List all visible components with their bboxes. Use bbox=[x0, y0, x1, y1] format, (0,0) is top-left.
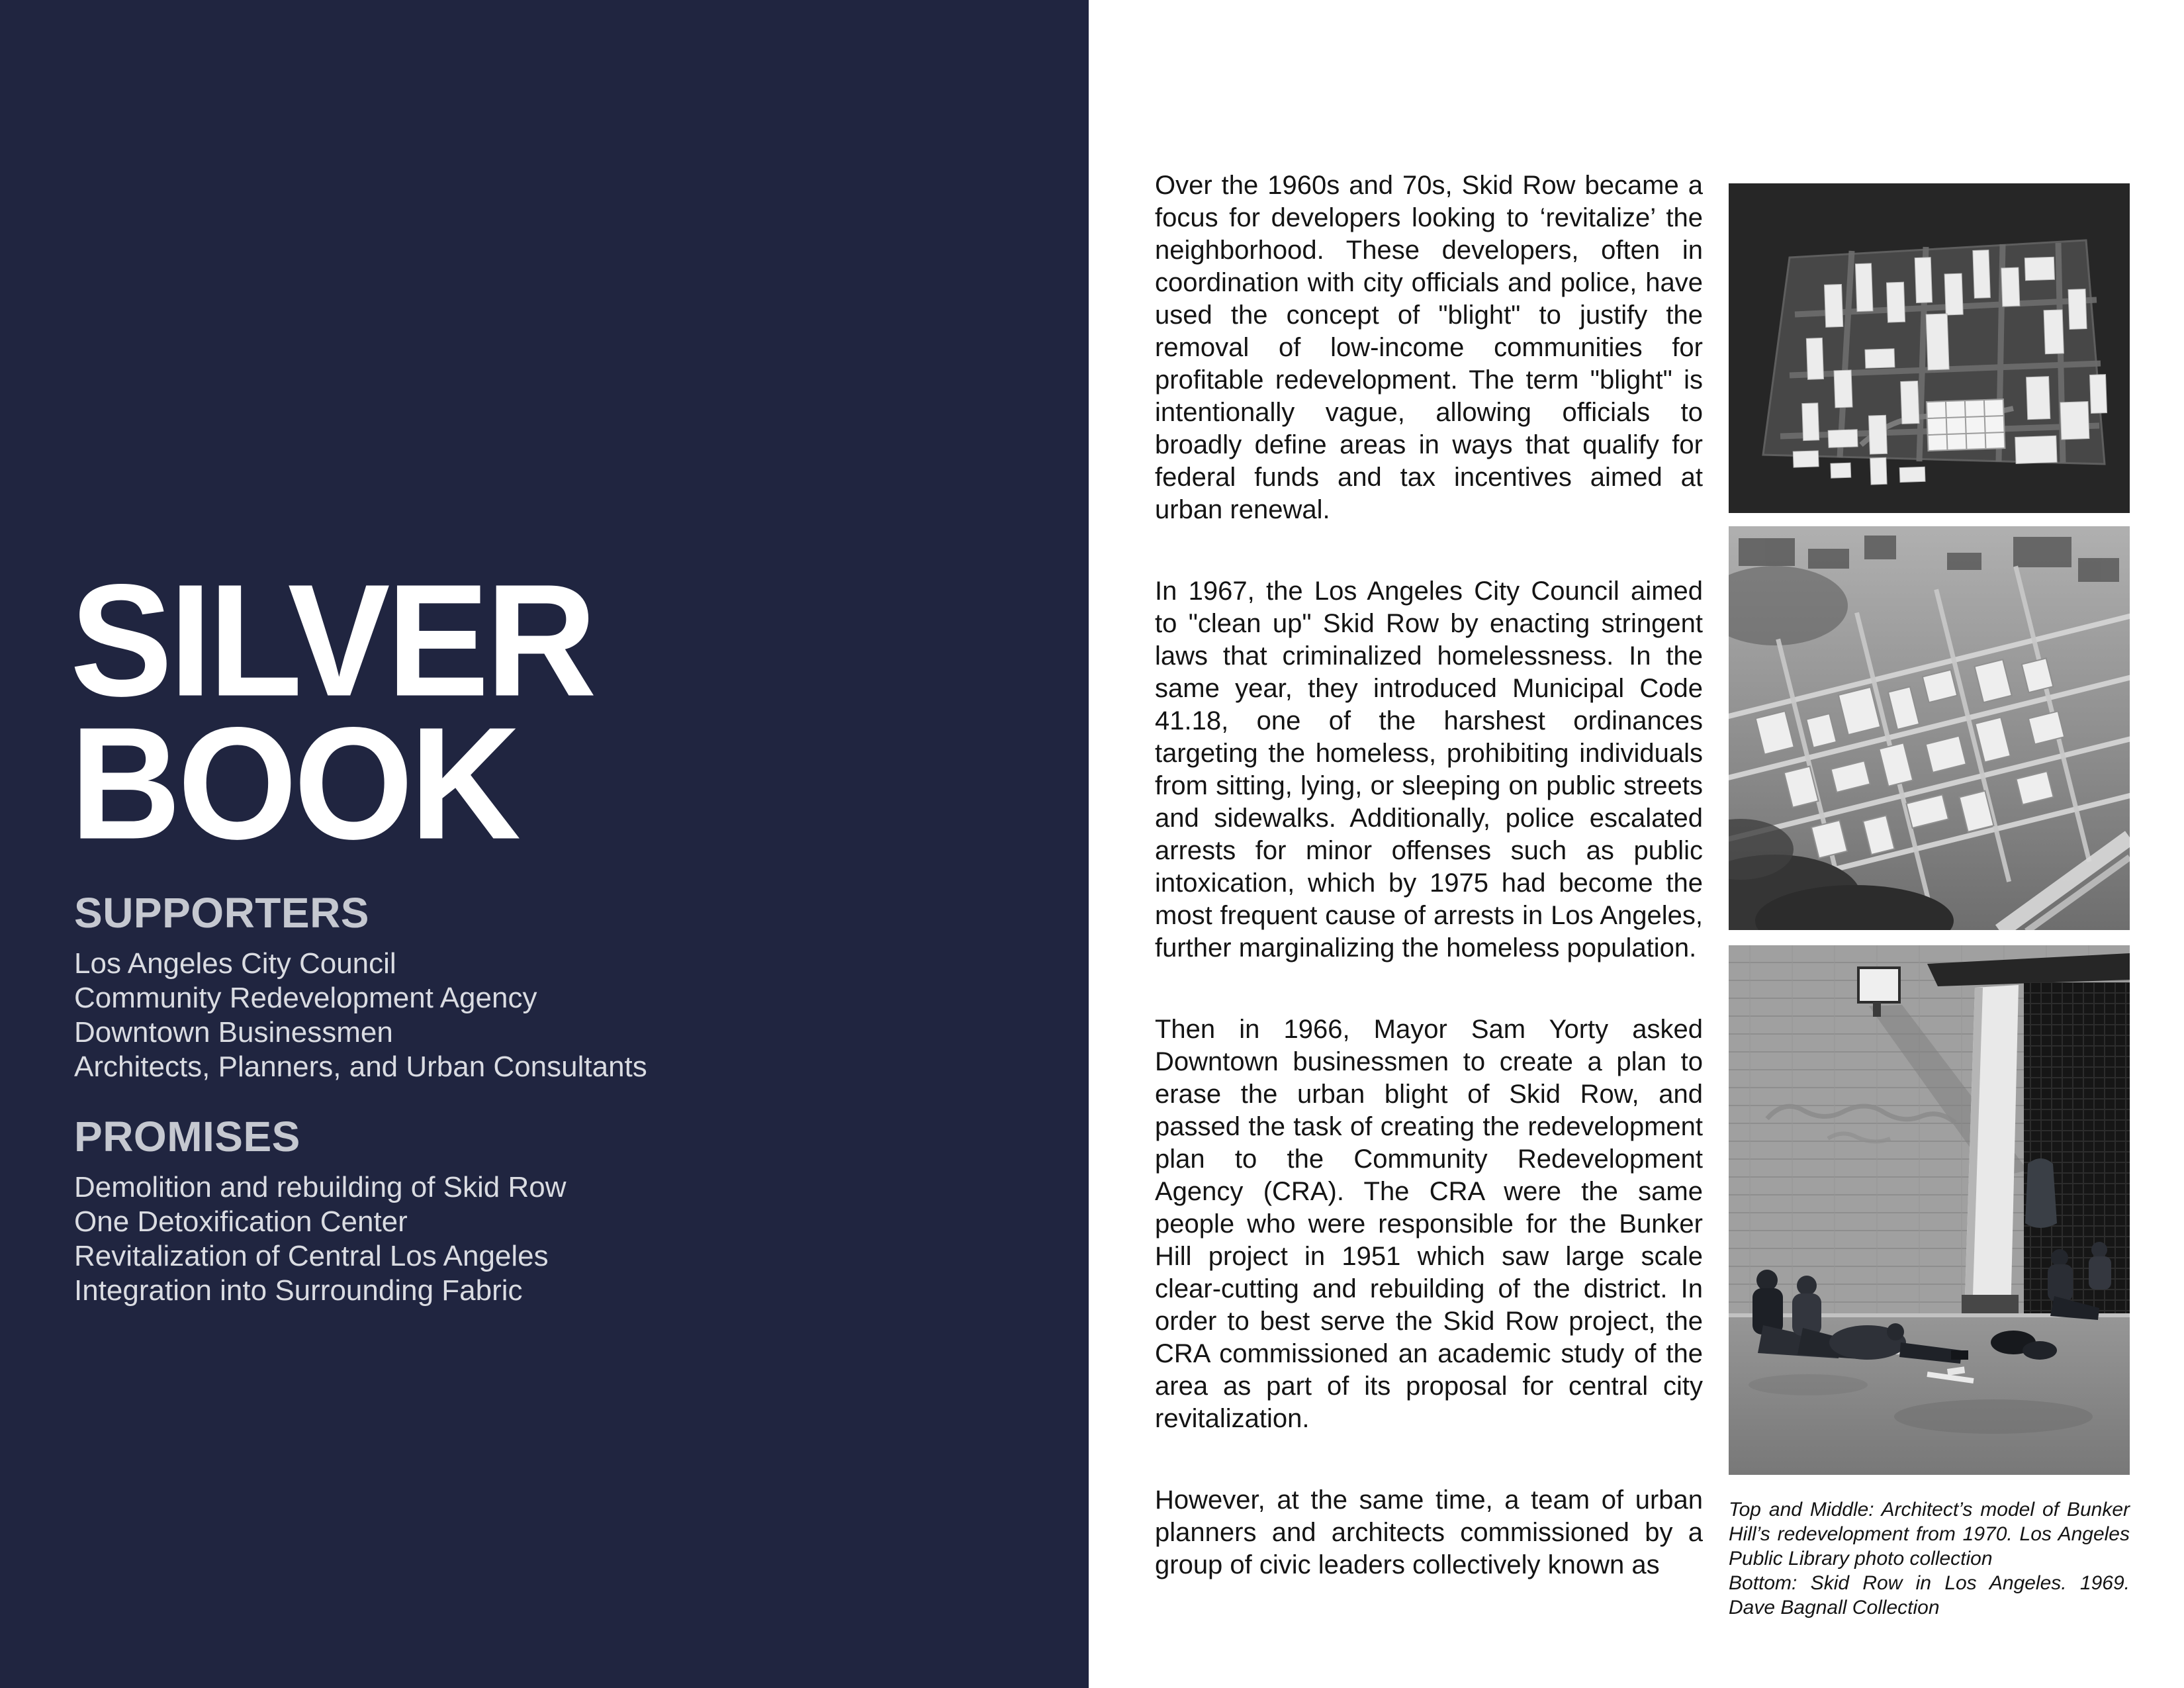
photo-architects-model-top bbox=[1729, 183, 2130, 513]
supporters-item: Architects, Planners, and Urban Consultants bbox=[74, 1051, 647, 1083]
promises-heading: PROMISES bbox=[74, 1113, 300, 1160]
supporters-heading: SUPPORTERS bbox=[74, 889, 369, 937]
supporters-item: Community Redevelopment Agency bbox=[74, 982, 537, 1014]
cover-panel bbox=[0, 0, 1089, 1688]
body-text-column bbox=[1155, 169, 1703, 1630]
photo-aerial-rendering-middle bbox=[1729, 526, 2130, 930]
grated-doorway bbox=[2024, 982, 2130, 1316]
wall-lamp bbox=[1858, 968, 1899, 1002]
photo-captions bbox=[1729, 1497, 2130, 1620]
promises-item: One Detoxification Center bbox=[74, 1205, 408, 1238]
promises-section bbox=[74, 1112, 1034, 1308]
paragraph-planners: However, at the same time, a team of urban planners and architects commissioned by a group of civic leaders collectively known as bbox=[1155, 1485, 1703, 1579]
paragraph-municipal-code: In 1967, the Los Angeles City Council aimed to "clean up" Skid Row by enacting stringent laws that criminalized homelessness. In the same year, they introduced Municipal Code 41.18, one of the harshest ordinances targeting the homeless, prohibiting individuals from sitting, lying, or sleeping on public streets and sidewalks. Additionally, police escalated arrests for minor offenses such as public intoxication, which by 1975 had become the most frequent cause of arrests in Los Angeles, further marginalizing the homeless population. bbox=[1155, 577, 1703, 962]
promises-item: Integration into Surrounding Fabric bbox=[74, 1274, 523, 1307]
caption-bottom: Bottom: Skid Row in Los Angeles. 1969. Dave Bagnall Collection bbox=[1729, 1572, 2130, 1618]
page-title bbox=[70, 551, 594, 873]
title-line-silver: SILVER bbox=[70, 551, 594, 730]
aerial-rendering-illustration bbox=[1729, 526, 2130, 930]
title-line-book: BOOK bbox=[70, 694, 518, 873]
promises-item: Revitalization of Central Los Angeles bbox=[74, 1240, 549, 1272]
promises-item: Demolition and rebuilding of Skid Row bbox=[74, 1171, 567, 1203]
architects-model-illustration bbox=[1729, 183, 2130, 513]
photo-skid-row-street-bottom bbox=[1729, 945, 2130, 1475]
skid-row-street-illustration bbox=[1729, 945, 2130, 1475]
paragraph-blight: Over the 1960s and 70s, Skid Row became a focus for developers looking to ‘revitalize’ the neighborhood. These developers, often in coordination with city officials and police, have used the concept of "blight" to justify the removal of low-income communities for profitable redevelopment. The term "blight" is intentionally vague, allowing officials to broadly define areas in ways that qualify for federal funds and tax incentives aimed at urban renewal. bbox=[1155, 171, 1703, 524]
paragraph-cra: Then in 1966, Mayor Sam Yorty asked Downtown businessmen to create a plan to erase the urban blight of Skid Row, and passed the task of creating the redevelopment plan to the Community Redevelopment Agency (CRA). The CRA were the same people who were responsible for the Bunker Hill project in 1951 which saw large scale clear-cutting and rebuilding of the district. In order to best serve the Skid Row project, the CRA commissioned an academic study of the area as part of its proposal for central city revitalization. bbox=[1155, 1015, 1703, 1433]
supporters-item: Los Angeles City Council bbox=[74, 947, 396, 980]
caption-top-middle: Top and Middle: Architect’s model of Bunker Hill’s redevelopment from 1970. Los Angeles Public Library photo collection bbox=[1729, 1499, 2130, 1570]
supporters-item: Downtown Businessmen bbox=[74, 1016, 393, 1049]
supporters-section bbox=[74, 888, 1034, 1084]
